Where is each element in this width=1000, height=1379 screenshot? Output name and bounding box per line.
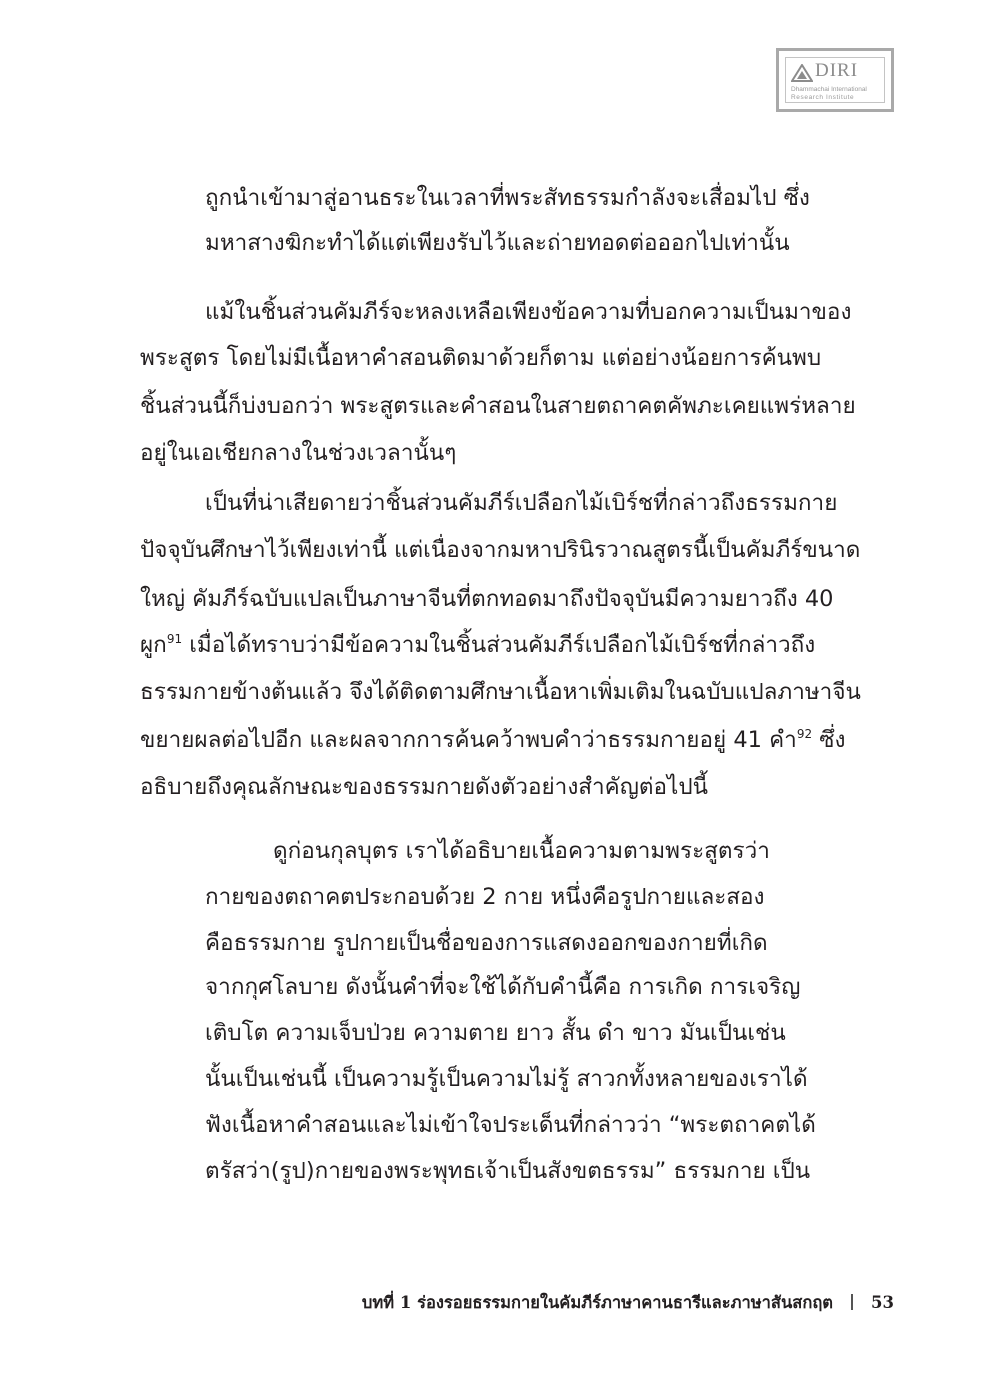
quote-line: คือธรรมกาย รูปกายเป็นชื่อของการแสดงออกของกายที่เกิด <box>205 930 768 956</box>
quote-line: กายของตถาคตประกอบด้วย 2 กาย หนึ่งคือรูปกายและสอง <box>205 884 765 910</box>
text-line: เป็นที่น่าเสียดายว่าชิ้นส่วนคัมภีร์เปลือกไม้เบิร์ชที่กล่าวถึงธรรมกาย <box>205 490 838 516</box>
chapter-title: บทที่ 1 ร่องรอยธรรมกายในคัมภีร์ภาษาคานธารีและภาษาสันสกฤต <box>361 1293 834 1312</box>
page-number: 53 <box>871 1293 894 1312</box>
footnote-ref-91[interactable]: 91 <box>166 632 183 646</box>
quote-line: ตรัสว่า(รูป)กายของพระพุทธเจ้าเป็นสังขตธรรม” ธรรมกาย เป็น <box>205 1158 811 1184</box>
text-segment: ผูก <box>140 632 167 658</box>
quote-line: ดูก่อนกุลบุตร เราได้อธิบายเนื้อความตามพระสูตรว่า <box>273 838 770 864</box>
footer-separator <box>851 1294 853 1310</box>
footnote-ref-92[interactable]: 92 <box>796 727 813 741</box>
quote-line: นั้นเป็นเช่นนี้ เป็นความรู้เป็นความไม่รู้ สาวกทั้งหลายของเราได้ <box>205 1066 808 1092</box>
text-line: อธิบายถึงคุณลักษณะของธรรมกายดังตัวอย่างสำคัญต่อไปนี้ <box>140 774 708 800</box>
text-segment: ซึ่ง <box>812 727 846 753</box>
text-segment: เมื่อได้ทราบว่ามีข้อความในชิ้นส่วนคัมภีร์เปลือกไม้เบิร์ชที่กล่าวถึง <box>182 632 816 658</box>
text-line <box>140 725 846 755</box>
text-line: แม้ในชิ้นส่วนคัมภีร์จะหลงเหลือเพียงข้อความที่บอกความเป็นมาของ <box>205 299 852 325</box>
text-segment: ขยายผลต่อไปอีก และผลจากการค้นคว้าพบคำว่าธรรมกายอยู่ 41 คำ <box>140 727 797 753</box>
quote-line: จากกุศโลบาย ดังนั้นคำที่จะใช้ได้กับคำนี้คือ การเกิด การเจริญ <box>205 974 801 1000</box>
text-line: ถูกนำเข้ามาสู่อานธระในเวลาที่พระสัทธรรมกำลังจะเสื่อมไป ซึ่ง <box>205 185 810 211</box>
text-line: ธรรมกายข้างต้นแล้ว จึงได้ติดตามศึกษาเนื้อหาเพิ่มเติมในฉบับแปลภาษาจีน <box>140 679 861 705</box>
logo-subtitle-line-2: Research Institute <box>791 94 855 101</box>
triangle-logo-icon <box>791 64 813 82</box>
text-line: ชิ้นส่วนนี้ก็บ่งบอกว่า พระสูตรและคำสอนในสายตถาคตคัพภะเคยแพร่หลาย <box>140 393 856 419</box>
text-line: มหาสางฆิกะทำได้แต่เพียงรับไว้และถ่ายทอดต่อออกไปเท่านั้น <box>205 230 790 256</box>
logo-wordmark: DIRI <box>815 60 859 81</box>
text-line: ใหญ่ คัมภีร์ฉบับแปลเป็นภาษาจีนที่ตกทอดมาถึงปัจจุบันมีความยาวถึง 40 <box>140 586 834 612</box>
text-line: ปัจจุบันศึกษาไว้เพียงเท่านี้ แต่เนื่องจากมหาปรินิรวาณสูตรนี้เป็นคัมภีร์ขนาด <box>140 537 861 563</box>
page-footer <box>362 1290 894 1316</box>
quote-line: เติบโต ความเจ็บป่วย ความตาย ยาว สั้น ดำ ขาว มันเป็นเช่น <box>205 1020 786 1046</box>
logo-subtitle <box>791 86 883 102</box>
quote-line: ฟังเนื้อหาคำสอนและไม่เข้าใจประเด็นที่กล่าวว่า “พระตถาคตได้ <box>205 1112 816 1138</box>
text-line <box>140 630 815 660</box>
text-line: อยู่ในเอเชียกลางในช่วงเวลานั้นๆ <box>140 440 457 466</box>
diri-logo <box>776 48 894 112</box>
logo-subtitle-line-1: Dhammachai International <box>791 86 867 93</box>
text-line: พระสูตร โดยไม่มีเนื้อหาคำสอนติดมาด้วยก็ตาม แต่อย่างน้อยการค้นพบ <box>140 345 822 371</box>
